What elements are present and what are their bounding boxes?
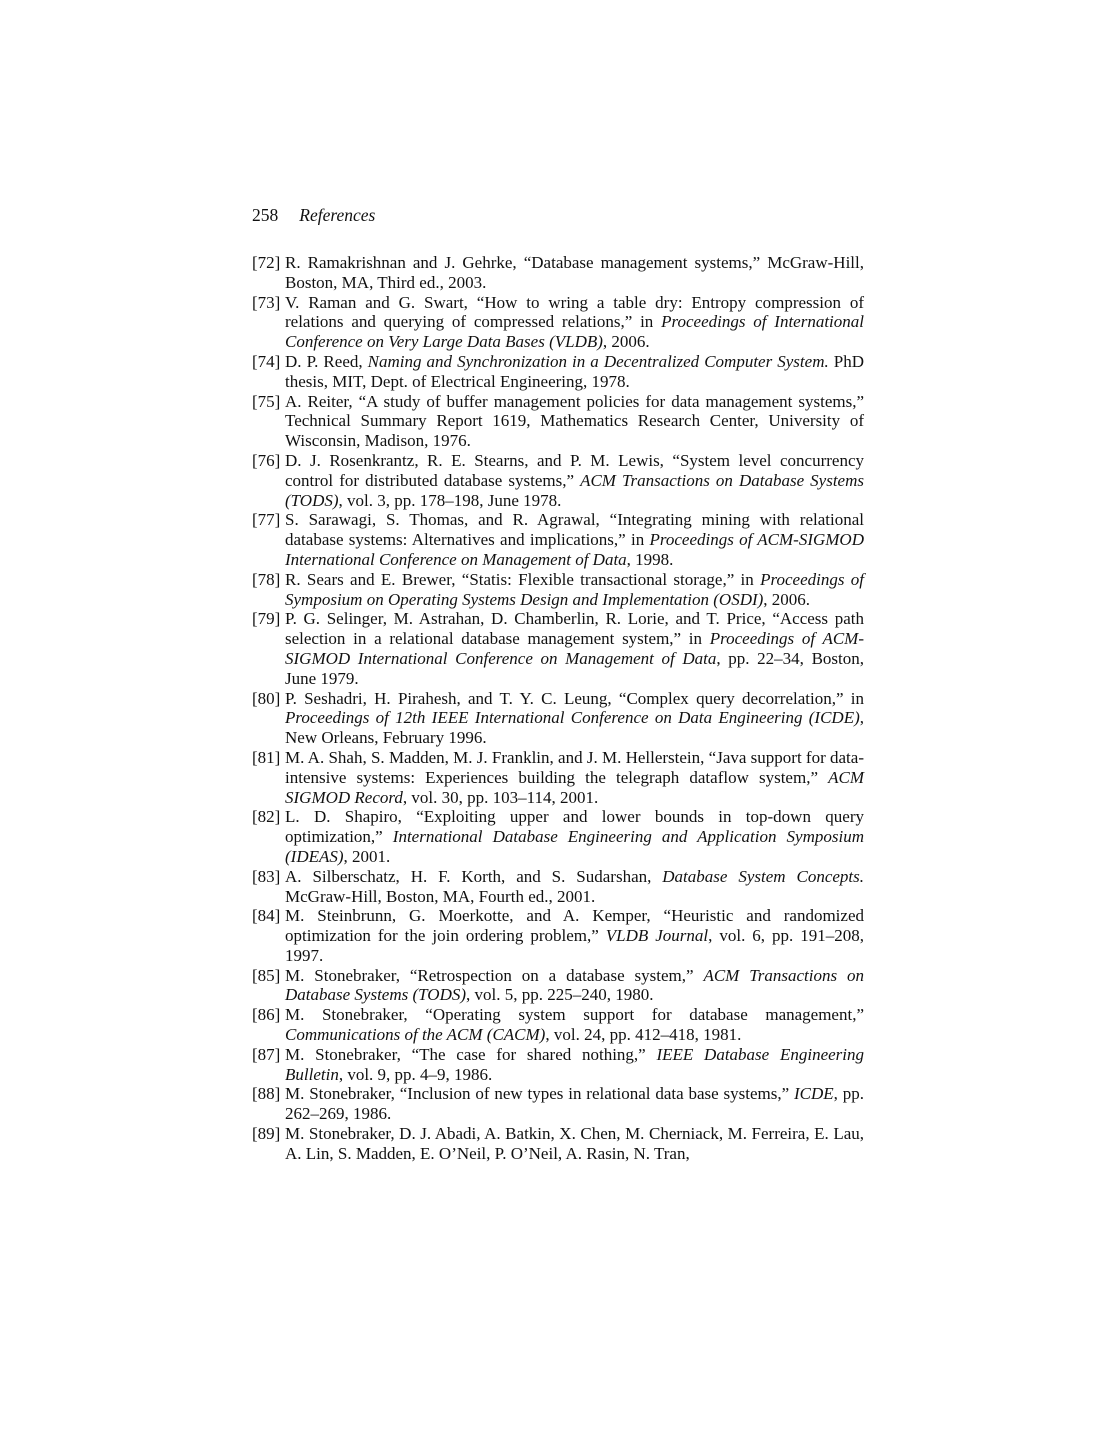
reference-text: , pp. 22–34, Boston, June 1979.	[285, 648, 864, 688]
reference-item	[252, 689, 864, 748]
reference-text: A. Reiter, “A study of buffer management policies for data management systems,” Technical Summary Report 1619, Mathematics Research Center, University of Wisconsin, Madison, 1976.	[285, 391, 864, 451]
reference-item	[252, 451, 864, 510]
reference-label: [78]	[252, 569, 281, 589]
reference-text: M. A. Shah, S. Madden, M. J. Franklin, and J. M. Hellerstein, “Java support for data-intensive systems: Experiences building the telegraph dataflow system,”	[285, 747, 864, 787]
reference-label: [87]	[252, 1044, 281, 1064]
page-number: 258	[252, 205, 279, 225]
reference-label: [82]	[252, 807, 281, 827]
reference-text: P. G. Selinger, M. Astrahan, D. Chamberlin, R. Lorie, and T. Price, “Access path selection in a relational database management system,” in	[285, 609, 864, 649]
reference-item	[252, 570, 864, 610]
reference-label: [79]	[252, 609, 281, 629]
reference-title-italic: IEEE Database Engineering Bulletin	[285, 1044, 864, 1084]
reference-text: M. Stonebraker, “The case for shared nothing,”	[285, 1044, 657, 1064]
reference-label: [74]	[252, 351, 281, 371]
reference-item	[252, 293, 864, 352]
reference-item	[252, 748, 864, 807]
reference-label: [89]	[252, 1124, 281, 1144]
reference-text: , vol. 30, pp. 103–114, 2001.	[402, 787, 599, 807]
reference-item	[252, 352, 864, 392]
reference-label: [80]	[252, 688, 281, 708]
reference-item	[252, 906, 864, 965]
reference-label: [86]	[252, 1005, 281, 1025]
reference-text: , vol. 3, pp. 178–198, June 1978.	[338, 490, 562, 510]
reference-text: PhD thesis, MIT, Dept. of Electrical Engineering, 1978.	[285, 351, 865, 391]
reference-title-italic: International Database Engineering and Application Symposium (IDEAS)	[285, 827, 864, 866]
reference-title-italic: ICDE	[794, 1084, 834, 1104]
reference-text: M. Stonebraker, “Inclusion of new types in relational data base systems,”	[285, 1084, 794, 1104]
reference-text: M. Stonebraker, D. J. Abadi, A. Batkin, X. Chen, M. Cherniack, M. Ferreira, E. Lau, A. Lin, S. Madden, E. O’Neil, P. O’Neil, A. Rasin, N. Tran,	[285, 1124, 864, 1163]
reference-label: [88]	[252, 1084, 281, 1104]
reference-text: , vol. 5, pp. 225–240, 1980.	[466, 985, 654, 1005]
reference-item	[252, 1124, 864, 1164]
section-title: References	[299, 205, 376, 225]
reference-title-italic: Database System Concepts.	[662, 866, 864, 886]
reference-text: McGraw-Hill, Boston, MA, Fourth ed., 2001.	[285, 886, 596, 906]
reference-item	[252, 609, 864, 688]
reference-label: [81]	[252, 747, 281, 767]
reference-item	[252, 1045, 864, 1085]
reference-text: S. Sarawagi, S. Thomas, and R. Agrawal, “Integrating mining with relational database systems: Alternatives and implications,” in	[285, 510, 864, 550]
reference-item	[252, 510, 864, 569]
reference-item	[252, 867, 864, 907]
reference-label: [75]	[252, 391, 281, 411]
reference-title-italic: ACM SIGMOD Record	[285, 767, 864, 807]
reference-text: , vol. 6, pp. 191–208, 1997.	[285, 926, 864, 965]
reference-text: , 2006.	[763, 589, 811, 609]
reference-text: R. Ramakrishnan and J. Gehrke, “Database management systems,” McGraw-Hill, Boston, MA, Third ed., 2003.	[285, 253, 864, 292]
reference-label: [77]	[252, 510, 281, 530]
reference-text: , 1998.	[626, 549, 674, 569]
reference-text: R. Sears and E. Brewer, “Statis: Flexible transactional storage,” in	[285, 569, 761, 589]
reference-label: [83]	[252, 866, 281, 886]
reference-title-italic: Proceedings of ACM-SIGMOD International Conference on Management of Data	[285, 629, 864, 668]
reference-title-italic: Proceedings of International Conference on Very Large Data Bases (VLDB)	[285, 312, 864, 352]
reference-item	[252, 392, 864, 451]
reference-title-italic: Proceedings of ACM-SIGMOD International Conference on Management of Data	[285, 530, 864, 569]
reference-label: [85]	[252, 965, 281, 985]
reference-item	[252, 966, 864, 1006]
reference-text: M. Stonebraker, “Retrospection on a database system,”	[285, 965, 704, 985]
reference-text: M. Stonebraker, “Operating system support for database management,”	[285, 1005, 864, 1025]
reference-text: P. Seshadri, H. Pirahesh, and T. Y. C. Leung, “Complex query decorrelation,” in	[285, 688, 864, 708]
reference-label: [84]	[252, 906, 281, 926]
reference-text: , 2006.	[602, 332, 650, 352]
reference-text: D. J. Rosenkrantz, R. E. Stearns, and P. M. Lewis, “System level concurrency control for distributed database systems,”	[285, 450, 864, 490]
reference-label: [76]	[252, 450, 281, 470]
reference-title-italic: VLDB Journal	[605, 926, 709, 946]
reference-text: , vol. 9, pp. 4–9, 1986.	[338, 1064, 493, 1084]
reference-text: V. Raman and G. Swart, “How to wring a table dry: Entropy compression of relations and querying of compressed relations,” in	[285, 292, 864, 332]
reference-title-italic: Communications of the ACM (CACM)	[285, 1025, 546, 1045]
reference-text: A. Silberschatz, H. F. Korth, and S. Sudarshan,	[285, 866, 663, 886]
reference-item	[252, 253, 864, 293]
reference-text: M. Steinbrunn, G. Moerkotte, and A. Kemper, “Heuristic and randomized optimization for the join ordering problem,”	[285, 906, 864, 946]
reference-item	[252, 1084, 864, 1124]
reference-item	[252, 807, 864, 866]
reference-title-italic: Proceedings of 12th IEEE International Conference on Data Engineering (ICDE)	[285, 708, 860, 728]
reference-text: D. P. Reed,	[285, 351, 368, 371]
page-header	[252, 204, 375, 226]
references-list	[252, 253, 864, 1164]
reference-title-italic: ACM Transactions on Database Systems (TODS)	[285, 470, 864, 510]
reference-text: , vol. 24, pp. 412–418, 1981.	[545, 1025, 742, 1045]
reference-text: L. D. Shapiro, “Exploiting upper and lower bounds in top-down query optimization,”	[285, 807, 864, 847]
reference-text: , New Orleans, February 1996.	[285, 708, 864, 748]
reference-title-italic: ACM Transactions on Database Systems (TODS)	[285, 965, 864, 1005]
reference-text: , pp. 262–269, 1986.	[285, 1084, 865, 1124]
reference-label: [72]	[252, 253, 281, 272]
reference-title-italic: Naming and Synchronization in a Decentralized Computer System.	[367, 351, 829, 371]
reference-title-italic: Proceedings of Symposium on Operating Systems Design and Implementation (OSDI)	[285, 569, 864, 609]
reference-item	[252, 1005, 864, 1045]
reference-text: , 2001.	[343, 846, 391, 866]
reference-label: [73]	[252, 292, 281, 312]
